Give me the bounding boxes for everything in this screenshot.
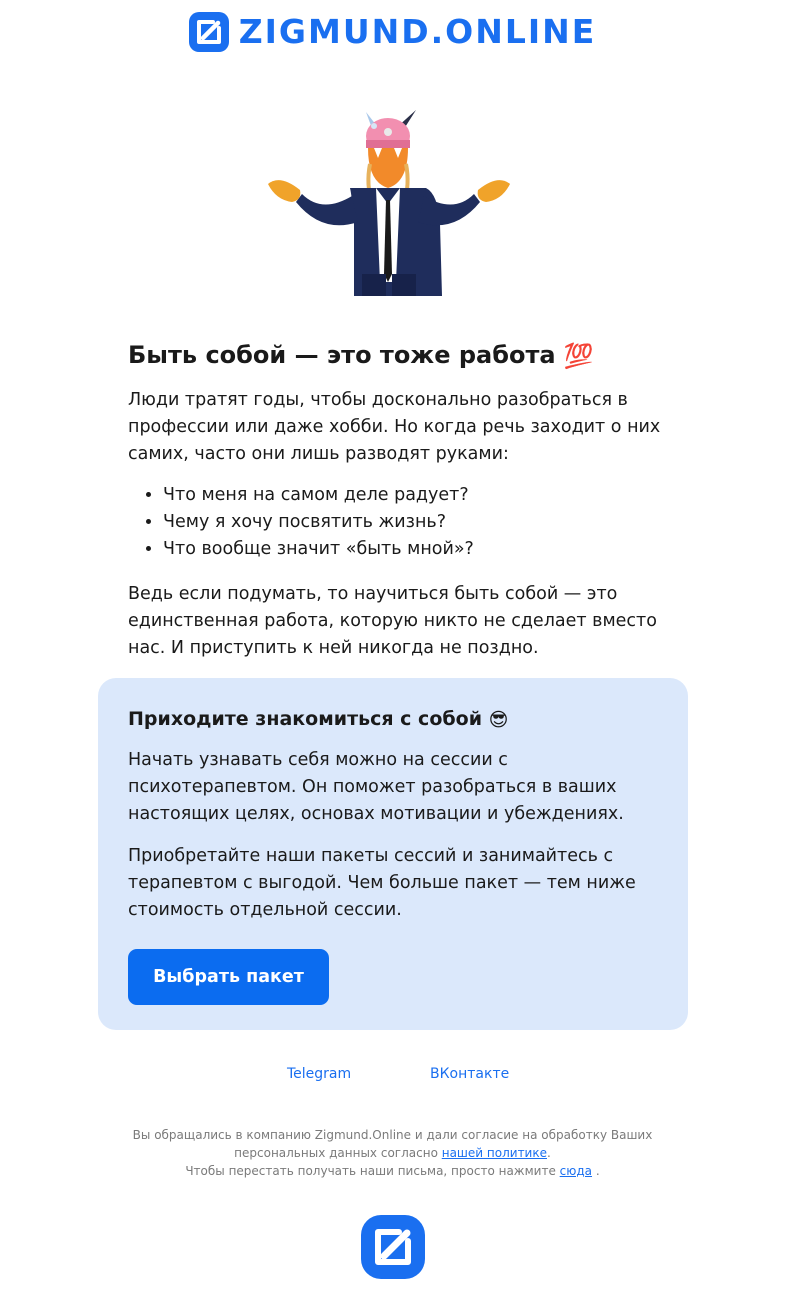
social-links [0,1066,785,1086]
promo-content [128,704,663,939]
promo-paragraph-1: Начать узнавать себя можно на сессии с психотерапевтом. Он поможет разобраться в ваших настоящих целях, основах мотивации и убеждениях. [128,749,624,824]
brand-name[interactable]: ZIGMUND.ONLINE [238,12,597,51]
promo-paragraph-2: Приобретайте наши пакеты сессий и занимайтесь с терапевтом с выгодой. Чем больше пакет — тем ниже стоимость отдельной сессии. [128,845,636,920]
promo-card [98,678,688,1030]
headline-text: Быть собой — это тоже работа [128,341,556,369]
vk-link[interactable]: ВКонтакте [430,1066,510,1082]
unsubscribe-link[interactable]: сюда [559,1164,593,1178]
unsubscribe-text: Чтобы перестать получать наши письма, просто нажмите [185,1164,556,1178]
list-item: • Чему я хочу посвятить жизнь? [163,509,668,536]
consent-notice [130,1126,655,1162]
article [128,336,668,662]
policy-link[interactable]: нашей политике [441,1146,547,1160]
question-list [128,482,668,563]
promo-title-text: Приходите знакомиться с собой [128,708,483,730]
promo-title [128,704,663,735]
header [0,10,785,54]
telegram-link[interactable]: Telegram [287,1066,352,1082]
article-intro: Люди тратят годы, чтобы досконально разобраться в профессии или даже хобби. Но когда речь заходит о них самих, часто они лишь разводят руками: [128,390,661,464]
shrugging-character-illustration [262,104,516,298]
consent-text: Вы обращались в компанию Zigmund.Online и дали согласие на обработку Ваших персональных данных согласно [132,1128,653,1160]
sunglasses-emoji: 😎 [488,708,509,731]
article-conclusion: Ведь если подумать, то научиться быть собой — это единственная работа, которую никто не сделает вместо нас. И приступить к ней никогда не поздно. [128,584,657,658]
zigmund-logo-icon[interactable] [189,12,229,52]
unsubscribe-notice [130,1162,655,1180]
zigmund-logo-icon[interactable] [361,1215,425,1279]
article-headline [128,336,668,375]
list-item: • Что вообще значит «быть мной»? [163,536,668,563]
footer [130,1126,655,1180]
list-item: • Что меня на самом деле радует? [163,482,668,509]
consent-suffix: . [547,1146,551,1160]
hundred-points-emoji: 💯 [563,342,594,370]
choose-package-button[interactable]: Выбрать пакет [128,949,329,1005]
unsubscribe-suffix: . [595,1164,600,1178]
